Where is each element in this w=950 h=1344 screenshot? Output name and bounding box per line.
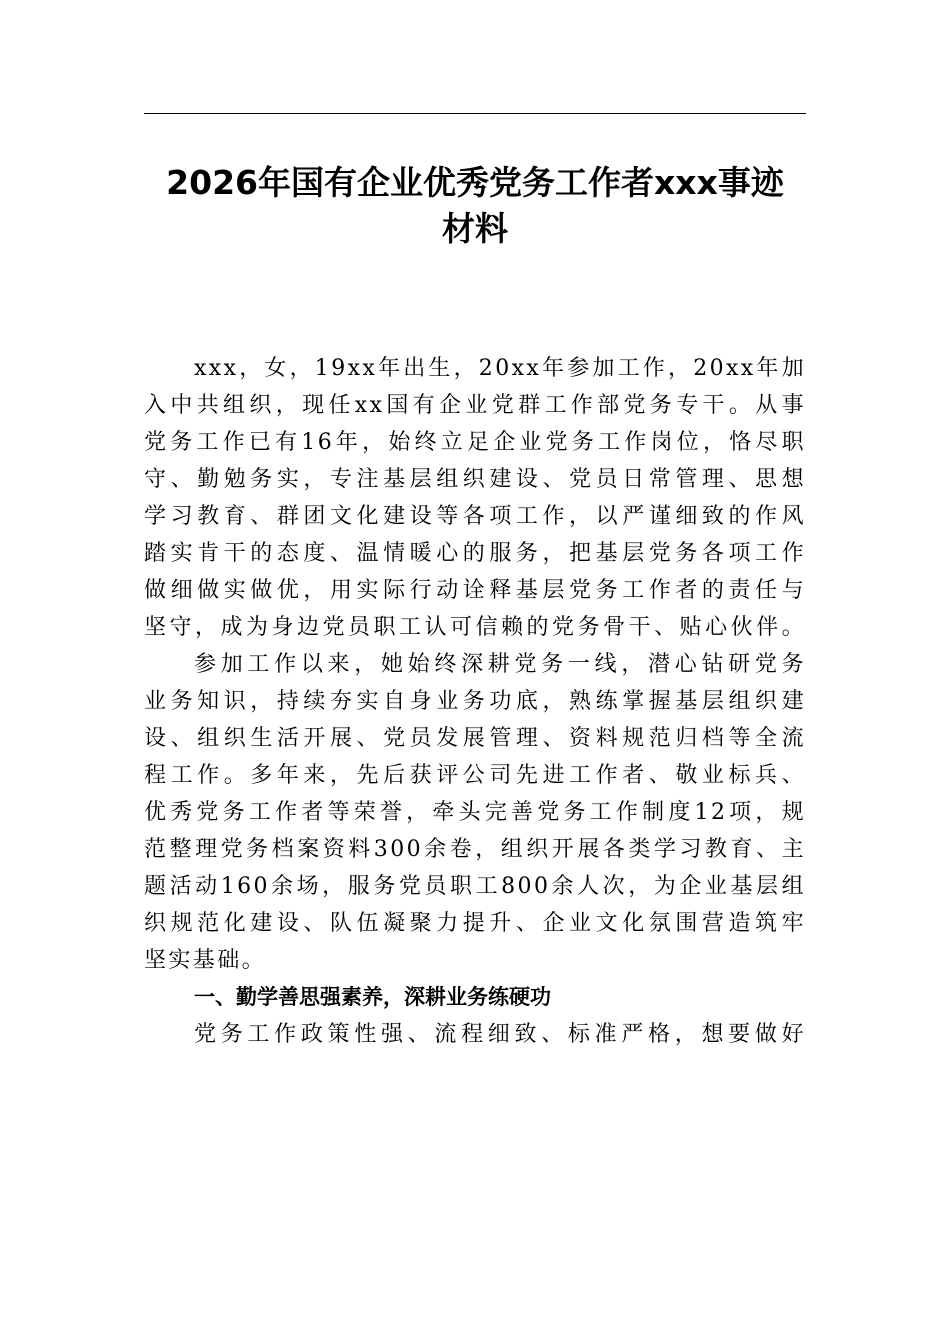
text-line: 做细做实做优，用实际行动诠释基层党务工作者的责任与 bbox=[144, 578, 806, 603]
text-line: 党务工作已有16年，始终立足企业党务工作岗位，恪尽职 bbox=[144, 430, 806, 455]
text-line: 学习教育、群团文化建设等各项工作，以严谨细致的作风 bbox=[144, 504, 806, 529]
paragraph-intro bbox=[144, 350, 806, 646]
text-line: 程工作。多年来，先后获评公司先进工作者、敬业标兵、 bbox=[144, 763, 806, 788]
text-line: 织规范化建设、队伍凝聚力提升、企业文化氛围营造筑牢 bbox=[144, 911, 806, 936]
title-line: 2026年国有企业优秀党务工作者xxx事迹 bbox=[166, 163, 784, 202]
document-body bbox=[144, 350, 806, 1053]
text-line: 踏实肯干的态度、温情暖心的服务，把基层党务各项工作 bbox=[144, 541, 806, 566]
paragraph-achievements bbox=[144, 646, 806, 979]
text-line: 党务工作政策性强、流程细致、标准严格，想要做好 bbox=[194, 1022, 806, 1047]
paragraph-section-one bbox=[144, 1016, 806, 1053]
text-line: 入中共组织，现任xx国有企业党群工作部党务专干。从事 bbox=[144, 393, 806, 418]
header-rule bbox=[144, 113, 806, 114]
document-title bbox=[144, 160, 806, 252]
section-heading: 一、勤学善思强素养，深耕业务练硬功 bbox=[194, 985, 551, 1009]
title-line: 材料 bbox=[442, 209, 508, 248]
text-line: 范整理党务档案资料300余卷，组织开展各类学习教育、主 bbox=[144, 837, 806, 862]
text-line: 守、勤勉务实，专注基层组织建设、党员日常管理、思想 bbox=[144, 467, 806, 492]
text-line: 参加工作以来，她始终深耕党务一线，潜心钻研党务 bbox=[194, 652, 806, 677]
text-line: 题活动160余场，服务党员职工800余人次，为企业基层组 bbox=[144, 874, 806, 899]
text-line: 坚实基础。 bbox=[144, 948, 267, 973]
text-line: xxx，女，19xx年出生，20xx年参加工作，20xx年加 bbox=[194, 356, 806, 381]
text-line: 设、组织生活开展、党员发展管理、资料规范归档等全流 bbox=[144, 726, 806, 751]
text-line: 坚守，成为身边党员职工认可信赖的党务骨干、贴心伙伴。 bbox=[144, 615, 806, 640]
text-line: 业务知识，持续夯实自身业务功底，熟练掌握基层组织建 bbox=[144, 689, 806, 714]
text-line: 优秀党务工作者等荣誉，牵头完善党务工作制度12项，规 bbox=[144, 800, 806, 825]
